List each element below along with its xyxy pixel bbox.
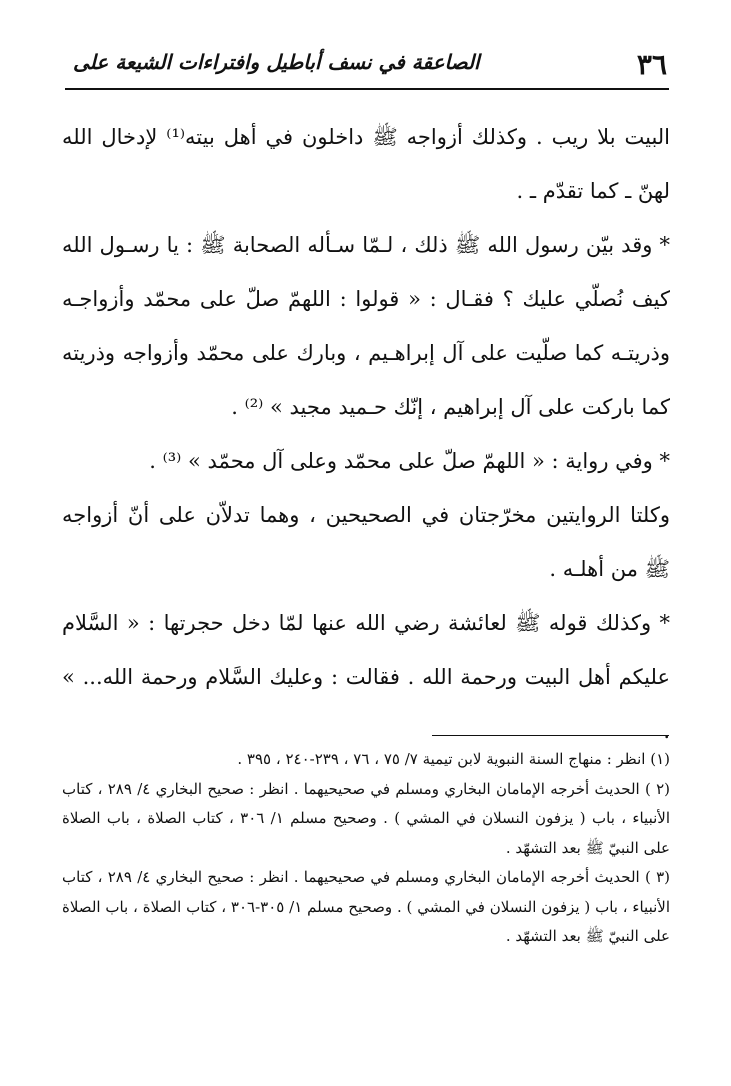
paragraph: البيت بلا ريب . وكذلك أزواجه ﷺ داخلون في أهل بيته⁽¹⁾ لإدخال الله لهنّ ـ كما تقدّم ـ . [62, 125, 671, 203]
page-number: ٣٦ [636, 48, 667, 81]
header-rule [65, 88, 669, 90]
footnote-separator [432, 735, 669, 736]
page-header [65, 40, 669, 90]
footnote: (١) انظر : منهاج السنة النبوية لابن تيمية ٧/ ٧٥ ، ٧٦ ، ٢٣٩-٢٤٠ ، ٣٩٥ . [237, 750, 670, 768]
paragraph: * وقد بيّن رسول الله ﷺ ذلك ، لـمّا سـأله الصحابة ﷺ : يا رسـول الله كيف نُصلّي عليك ؟ فقـال : « قولوا : اللهمّ صلّ على محمّد وأزواجـه وذريتـه كما صلّيت على آل إبراهـيم ، وبارك على محمّد وأزواجه وذريته كما باركت على آل إبراهيم ، إنّك حـميد مجيد » ⁽²⁾ . [62, 233, 670, 419]
main-text [62, 110, 670, 758]
paragraph: * وفي رواية : « اللهمّ صلّ على محمّد وعلى آل محمّد » ⁽³⁾ . [149, 449, 670, 473]
running-title: الصاعقة في نسف أباطيل وافتراءات الشيعة على [73, 50, 480, 74]
footnote: (٢ ) الحديث أخرجه الإمامان البخاري ومسلم في صحيحيهما . انظر : صحيح البخاري ٤/ ٢٨٩ ، كتاب الأنبياء ، باب ( يزفون النسلان في المشي ) . وصحيح مسلم ١/ ٣٠٦ ، كتاب الصلاة ، باب الصلاة على النبيّ ﷺ بعد التشهّد . [62, 779, 670, 857]
paragraph: وكلتا الروايتين مخرّجتان في الصحيحين ، وهما تدلاّن على أنّ أزواجه ﷺ من أهلـه . [62, 503, 670, 581]
footnote: (٣ ) الحديث أخرجه الإمامان البخاري ومسلم في صحيحيهما . انظر : صحيح البخاري ٤/ ٢٨٩ ، كتاب الأنبياء ، باب ( يزفون النسلان في المشي ) . وصحيح مسلم ١/ ٣٠٥-٣٠٦ ، كتاب الصلاة ، باب الصلاة على النبيّ ﷺ بعد التشهّد . [62, 868, 670, 945]
paragraph: * وكذلك قوله ﷺ لعائشة رضي الله عنها لمّا دخل حجرتها : « السَّلام عليكم أهل البيت ورحمة الله . فقالت : وعليك السَّلام ورحمة الله... » . [62, 611, 670, 743]
footnotes [62, 745, 670, 952]
